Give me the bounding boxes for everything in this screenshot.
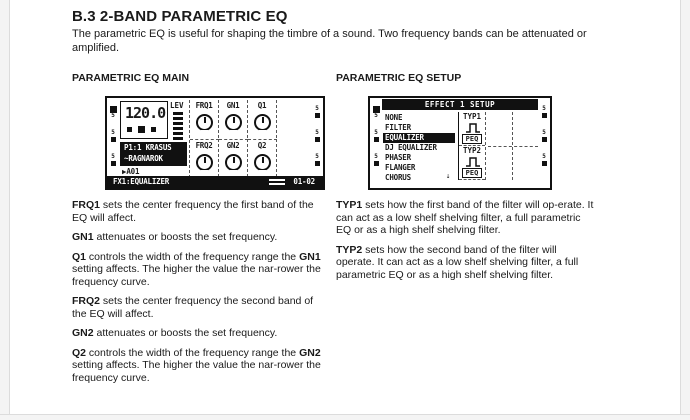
knob-q1[interactable]: Q1: [248, 100, 277, 138]
knob-q2[interactable]: Q2: [248, 139, 277, 177]
knob-icon: [254, 154, 271, 171]
page-frame-bottom: [0, 414, 690, 420]
level-meter: [171, 112, 185, 144]
lev-label: LEV: [170, 101, 184, 110]
effect-option[interactable]: FILTER: [385, 123, 411, 132]
knob-icon: [254, 114, 271, 131]
effect-option[interactable]: CHORUS: [385, 173, 411, 182]
setup-section: [336, 72, 596, 288]
left-side-indicators: 5 5 5: [371, 100, 381, 174]
page-frame-right: [680, 0, 690, 420]
desc-q2: Q2 controls the width of the frequency range the GN2 setting affects. The higher the value the nar-rower the frequency curve.: [72, 346, 321, 384]
effect-list: [383, 113, 455, 183]
knob-icon: [196, 114, 213, 131]
page-title: B.3 2-BAND PARAMETRIC EQ: [72, 8, 288, 25]
footer-page-indicator: 01-02: [293, 177, 315, 186]
desc-typ2: TYP2 sets how the second band of the filter will operate. It can act as a low shelf shelving filter, a full parametric EQ or as a high shelf shelving filter.: [336, 243, 579, 281]
effect-option[interactable]: DJ EQUALIZER: [385, 143, 437, 152]
knob-frq1[interactable]: FRQ1: [190, 100, 219, 138]
knob-icon: [225, 154, 242, 171]
footer-effect-label: FX1:EQUALIZER: [113, 177, 170, 186]
pattern-display: ▶A01: [122, 167, 140, 176]
knob-gn2[interactable]: GN2: [219, 139, 248, 177]
desc-gn1: GN1 attenuates or boosts the set frequency.: [72, 231, 278, 243]
tempo-display: [120, 101, 168, 139]
screen-footer: [107, 176, 323, 188]
knob-icon: [196, 154, 213, 171]
page-lines-icon: [269, 179, 285, 185]
main-section: [72, 72, 328, 391]
setup-descriptions: [336, 199, 596, 281]
left-side-indicators: 5 5 5: [108, 100, 118, 174]
filter-shape-icon: [466, 123, 480, 133]
preset-display: [120, 142, 187, 166]
desc-frq2: FRQ2 sets the center frequency the second band of the EQ will affect.: [72, 295, 314, 320]
desc-typ1: TYP1 sets how the first band of the filter will op-erate. It can act as a low shelf shelving filter, a full parametric EQ or as a high shelf shelving filter.: [336, 199, 594, 236]
setup-header: EFFECT 1 SETUP: [382, 99, 538, 110]
right-side-indicators: 5 5 5: [539, 100, 549, 174]
preset-line-1: P1:1 KRASUS: [124, 143, 172, 152]
page-frame-left: [0, 0, 10, 420]
right-side-indicators: 5 5 5: [312, 100, 322, 174]
eq-main-screen: [105, 96, 325, 190]
desc-gn2: GN2 attenuates or boosts the set frequency.: [72, 327, 278, 339]
desc-q1: Q1 controls the width of the frequency range the GN1 setting affects. The higher the value the nar-rower the frequency curve.: [72, 250, 321, 288]
typ2-control[interactable]: TYP2 PEQ: [459, 146, 485, 180]
desc-frq1: FRQ1 sets the center frequency the first band of the EQ will affect.: [72, 199, 314, 224]
effect-option[interactable]: PHASER: [385, 153, 411, 162]
eq-setup-screen: [368, 96, 552, 190]
preset-line-2: ~RAGNAROK: [124, 154, 163, 163]
bpm-value: 120.0: [125, 104, 166, 122]
knob-icon: [225, 114, 242, 131]
main-section-title: PARAMETRIC EQ MAIN: [72, 72, 190, 84]
effect-option-selected[interactable]: EQUALIZER: [383, 133, 455, 143]
knob-frq2[interactable]: FRQ2: [190, 139, 219, 177]
typ1-control[interactable]: TYP1 PEQ: [459, 112, 485, 146]
filter-shape-icon: [466, 157, 480, 167]
empty-parameter-slots: [488, 112, 538, 180]
effect-option[interactable]: FLANGER: [385, 163, 416, 172]
effect-option[interactable]: NONE: [385, 113, 403, 122]
knob-gn1[interactable]: GN1: [219, 100, 248, 138]
pattern-value: A01: [126, 167, 140, 176]
intro-paragraph: The parametric EQ is useful for shaping the timbre of a sound. Two frequency bands can be attenuated or amplified.: [72, 28, 587, 54]
scroll-down-icon: ⇣: [446, 172, 451, 180]
setup-section-title: PARAMETRIC EQ SETUP: [336, 72, 462, 84]
type-column: [458, 112, 486, 180]
knob-grid: [189, 100, 305, 178]
main-descriptions: [72, 199, 328, 384]
